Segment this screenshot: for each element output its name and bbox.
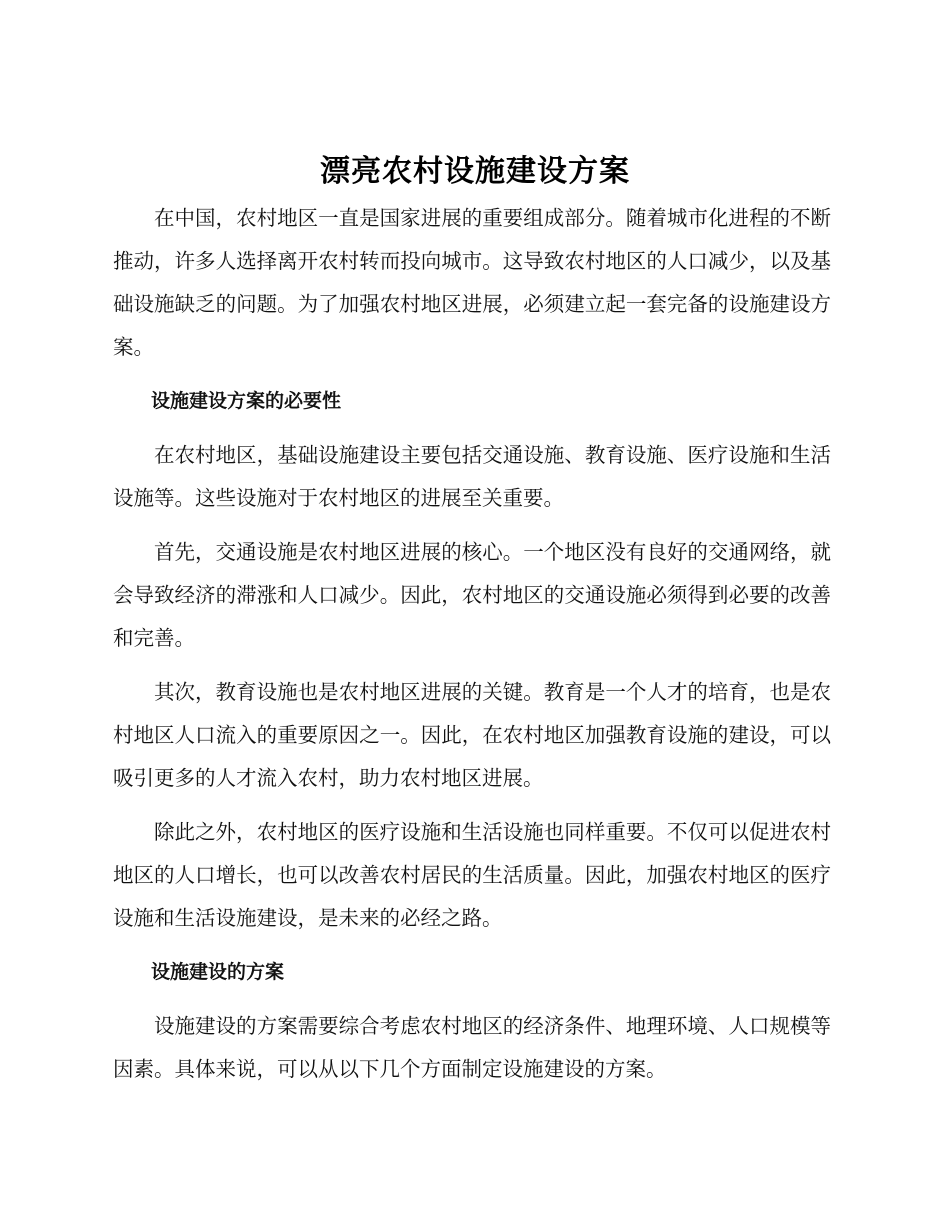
section-heading-necessity: 设施建设方案的必要性 (151, 390, 342, 412)
document-body (113, 197, 831, 1091)
paragraph-transportation: 首先，交通设施是农村地区进展的核心。一个地区没有良好的交通网络，就会导致经济的滞涨和人口减少。因此，农村地区的交通设施必须得到必要的改善和完善。 (113, 540, 831, 650)
paragraph-infrastructure-types: 在农村地区，基础设施建设主要包括交通设施、教育设施、医疗设施和生活设施等。这些设施对于农村地区的进展至关重要。 (113, 443, 831, 510)
paragraph-plan-overview: 设施建设的方案需要综合考虑农村地区的经济条件、地理环境、人口规模等因素。具体来说，可以从以下几个方面制定设施建设的方案。 (113, 1014, 831, 1081)
paragraph-medical-living: 除此之外，农村地区的医疗设施和生活设施也同样重要。不仅可以促进农村地区的人口增长，也可以改善农村居民的生活质量。因此，加强农村地区的医疗设施和生活设施建设，是未来的必经之路。 (113, 820, 831, 930)
section-heading-plan: 设施建设的方案 (151, 961, 285, 983)
paragraph-intro: 在中国，农村地区一直是国家进展的重要组成部分。随着城市化进程的不断推动，许多人选择离开农村转而投向城市。这导致农村地区的人口减少，以及基础设施缺乏的问题。为了加强农村地区进展，必须建立起一套完备的设施建设方案。 (113, 206, 831, 359)
paragraph-education: 其次，教育设施也是农村地区进展的关键。教育是一个人才的培育，也是农村地区人口流入的重要原因之一。因此，在农村地区加强教育设施的建设，可以吸引更多的人才流入农村，助力农村地区进展。 (113, 680, 831, 790)
document-title: 漂亮农村设施建设方案 (320, 154, 630, 189)
